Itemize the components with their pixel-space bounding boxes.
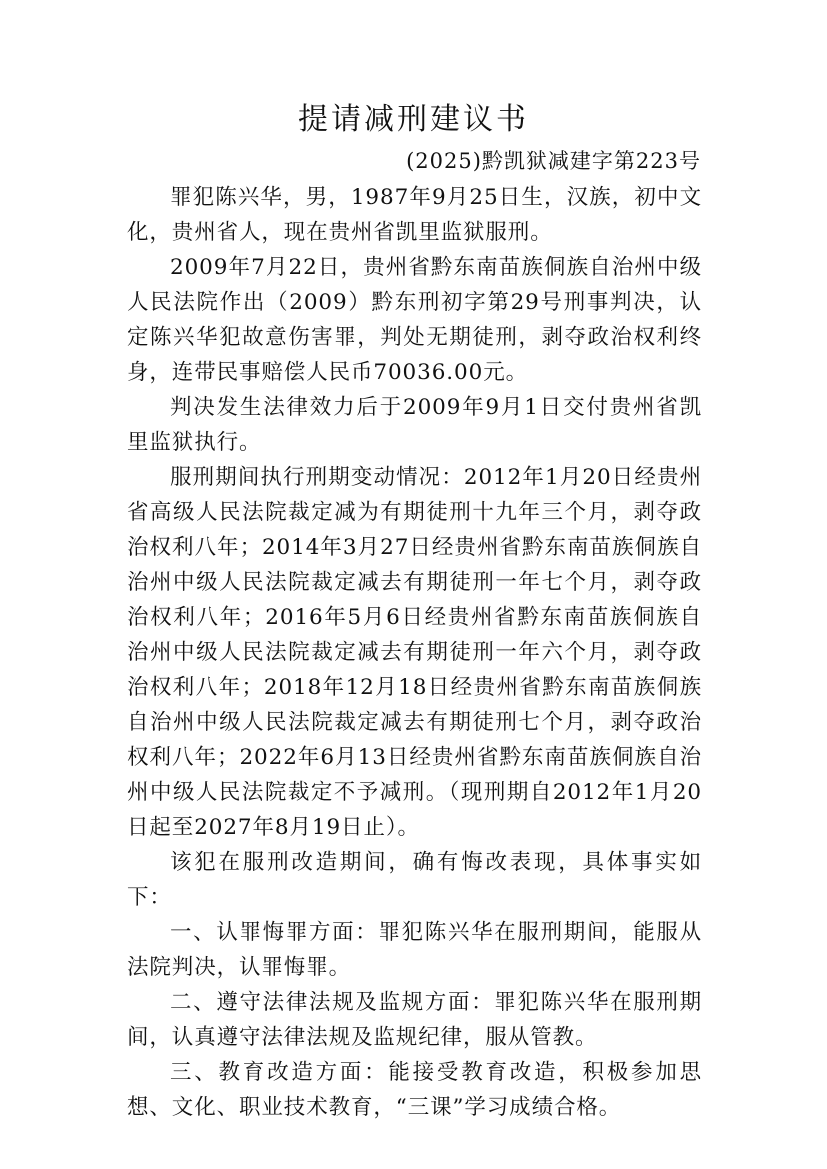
paragraph-discipline: 二、遵守法律法规及监规方面：罪犯陈兴华在服刑期间，认真遵守法律法规及监规纪律，服从管教。 [127, 990, 702, 1050]
document-number: (2025)黔凯狱减建字第223号 [406, 149, 701, 173]
paragraph-education: 三、教育改造方面：能接受教育改造，积极参加思想、文化、职业技术教育，“三课”学习成绩合格。 [127, 1060, 702, 1120]
document-body [127, 180, 702, 1125]
paragraph-reform-intro: 该犯在服刑改造期间，确有悔改表现，具体事实如下： [127, 850, 702, 910]
paragraph-repentance: 一、认罪悔罪方面：罪犯陈兴华在服刑期间，能服从法院判决，认罪悔罪。 [127, 920, 702, 980]
paragraph-original-judgment: 2009年7月22日，贵州省黔东南苗族侗族自治州中级人民法院作出（2009）黔东刑初字第29号刑事判决，认定陈兴华犯故意伤害罪，判处无期徒刑，剥夺政治权利终身，连带民事赔偿人民币70036.00元。 [127, 255, 702, 385]
paragraph-personal-info: 罪犯陈兴华，男，1987年9月25日生，汉族，初中文化，贵州省人，现在贵州省凯里监狱服刑。 [127, 185, 702, 245]
paragraph-delivery: 判决发生法律效力后于2009年9月1日交付贵州省凯里监狱执行。 [127, 395, 702, 455]
document-title: 提请减刑建议书 [298, 102, 529, 137]
paragraph-sentence-changes: 服刑期间执行刑期变动情况：2012年1月20日经贵州省高级人民法院裁定减为有期徒刑十九年三个月，剥夺政治权利八年；2014年3月27日经贵州省黔东南苗族侗族自治州中级人民法院裁定减去有期徒刑一年七个月，剥夺政治权利八年；2016年5月6日经贵州省黔东南苗族侗族自治州中级人民法院裁定减去有期徒刑一年六个月，剥夺政治权利八年；2018年12月18日经贵州省黔东南苗族侗族自治州中级人民法院裁定减去有期徒刑七个月，剥夺政治权利八年；2022年6月13日经贵州省黔东南苗族侗族自治州中级人民法院裁定不予减刑。（现刑期自2012年1月20日起至2027年8月19日止）。 [127, 465, 702, 840]
